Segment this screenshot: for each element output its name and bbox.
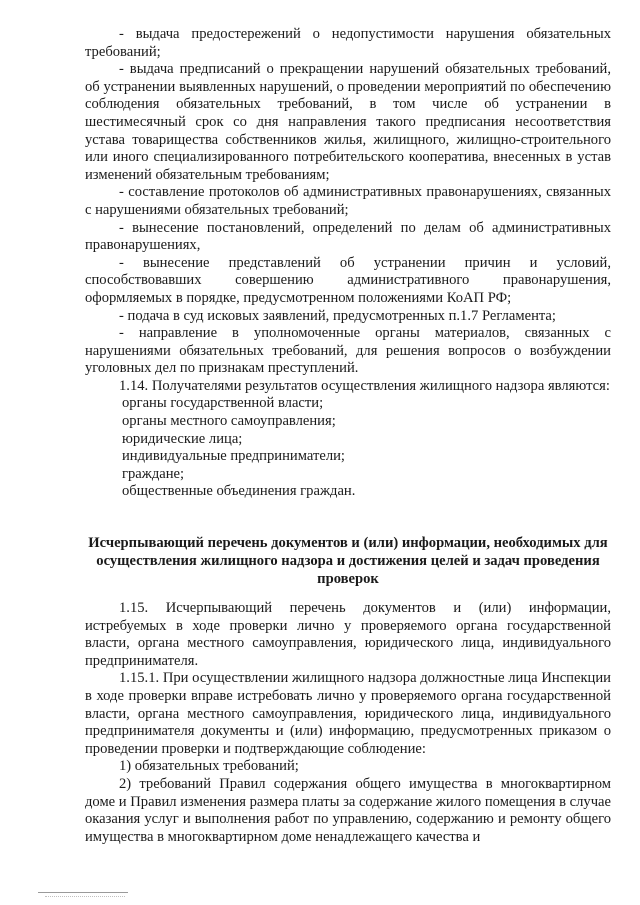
paragraph: - вынесение постановлений, определений по делам об административных правонарушениях,: [85, 219, 611, 254]
paragraph: - подача в суд исковых заявлений, предусмотренных п.1.7 Регламента;: [119, 307, 556, 324]
paragraph: - вынесение представлений об устранении причин и условий, способствовавших совершению административного правонарушения, оформляемых в порядке, предусмотренном положениями КоАП РФ;: [85, 254, 611, 306]
section-documents-list: [85, 600, 611, 846]
paragraph: 1.15. Исчерпывающий перечень документов и (или) информации, истребуемых в ходе проверки лично у проверяемого органа государственной власти, органа местного самоуправления, юридического лица, индивидуального предпринимателя.: [85, 600, 611, 669]
section-heading: Исчерпывающий перечень документов и (или) информации, необходимых для осуществления жилищного надзора и достижения целей и задач проведения проверок: [88, 535, 608, 587]
paragraph: 2) требований Правил содержания общего имущества в многоквартирном доме и Правил изменения размера платы за содержание жилого помещения в случае оказания услуг и выполнения работ по управлению, содержанию и ремонту общего имущества в многоквартирном доме ненадлежащего качества и: [85, 775, 611, 845]
recipient-item: органы местного самоуправления;: [122, 413, 336, 430]
recipient-item: юридические лица;: [122, 430, 243, 447]
recipient-item: общественные объединения граждан.: [122, 483, 356, 500]
paragraph: 1.14. Получателями результатов осуществления жилищного надзора являются:: [119, 377, 610, 394]
footer-scan-artifact: [45, 893, 125, 897]
recipient-item: индивидуальные предприниматели;: [122, 448, 345, 465]
section-enforcement-measures: [85, 26, 611, 501]
paragraph: - выдача предостережений о недопустимости нарушения обязательных требований;: [85, 26, 611, 60]
paragraph: - выдача предписаний о прекращении нарушений обязательных требований, об устранении выявленных нарушений, о проведении мероприятий по обеспечению соблюдения обязательных требований, в том числе об устранении в шестимесячный срок со дня направления такого предписания несоответствия устава товарищества собственников жилья, жилищного, жилищно-строительного или иного специализированного потребительского кооператива, внесенных в устав изменений обязательным требованиям;: [85, 61, 611, 183]
recipient-item: органы государственной власти;: [122, 395, 324, 412]
recipient-item: граждане;: [122, 465, 185, 482]
paragraph: 1) обязательных требований;: [119, 758, 299, 775]
paragraph: 1.15.1. При осуществлении жилищного надзора должностные лица Инспекции в ходе проверки вправе истребовать лично у проверяемого органа государственной власти, органа местного самоуправления, юридического лица, индивидуального предпринимателя документы и (или) информацию, предусмотренных приказом о проведении проверки и подтверждающие соблюдение:: [85, 670, 611, 757]
paragraph: - составление протоколов об административных правонарушениях, связанных с нарушениями обязательных требований;: [85, 184, 611, 218]
paragraph: - направление в уполномоченные органы материалов, связанных с нарушениями обязательных требований, для решения вопросов о возбуждении уголовных дел по признакам преступлений.: [85, 325, 611, 377]
